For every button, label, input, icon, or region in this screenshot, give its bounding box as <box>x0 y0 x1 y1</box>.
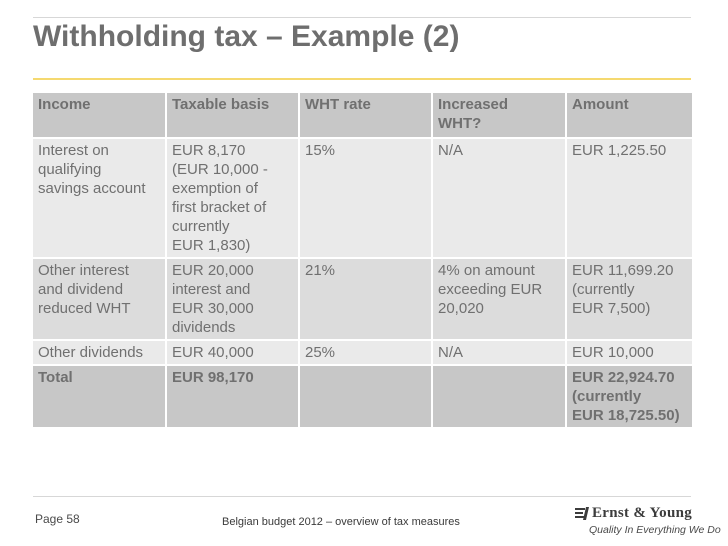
table-cell: EUR 20,000 interest and EUR 30,000 dividends <box>166 258 299 340</box>
table-row <box>33 340 692 365</box>
page-number: Page 58 <box>35 512 80 526</box>
logo-bars-icon <box>575 507 589 521</box>
table-cell: EUR 98,170 <box>166 365 299 427</box>
table-cell: Other interest and dividend reduced WHT <box>33 258 166 340</box>
table-cell <box>299 365 432 427</box>
table-cell: N/A <box>432 340 566 365</box>
withholding-tax-table <box>33 93 692 427</box>
header-cell-income: Income <box>33 93 166 138</box>
logo-tagline: Quality In Everything We Do <box>589 524 721 536</box>
header-cell-increased-wht: Increased WHT? <box>432 93 566 138</box>
table-header-row <box>33 93 692 138</box>
table-cell: 21% <box>299 258 432 340</box>
title-underline <box>33 78 691 80</box>
table-cell: Total <box>33 365 166 427</box>
logo-wordmark: Ernst & Young <box>592 505 693 521</box>
top-divider <box>33 17 691 18</box>
table-cell: 25% <box>299 340 432 365</box>
table-cell: EUR 11,699.20 (currently EUR 7,500) <box>566 258 692 340</box>
slide-title: Withholding tax – Example (2) <box>33 20 460 53</box>
table-cell: Other dividends <box>33 340 166 365</box>
table-cell: EUR 40,000 <box>166 340 299 365</box>
footer-divider <box>33 496 691 497</box>
table-total-row <box>33 365 692 427</box>
table-cell <box>432 365 566 427</box>
header-cell-amount: Amount <box>566 93 692 138</box>
ernst-young-logo <box>575 505 721 541</box>
header-cell-taxable-basis: Taxable basis <box>166 93 299 138</box>
table-row <box>33 258 692 340</box>
table-cell: EUR 22,924.70 (currently EUR 18,725.50) <box>566 365 692 427</box>
table-cell: EUR 10,000 <box>566 340 692 365</box>
table-cell: Interest on qualifying savings account <box>33 138 166 258</box>
table-cell: EUR 1,225.50 <box>566 138 692 258</box>
header-cell-wht-rate: WHT rate <box>299 93 432 138</box>
table-cell: 15% <box>299 138 432 258</box>
footer-caption: Belgian budget 2012 – overview of tax measures <box>222 516 460 528</box>
table-cell: 4% on amount exceeding EUR 20,020 <box>432 258 566 340</box>
table-cell: N/A <box>432 138 566 258</box>
table-row <box>33 138 692 258</box>
table-cell: EUR 8,170 (EUR 10,000 - exemption of first bracket of currently EUR 1,830) <box>166 138 299 258</box>
